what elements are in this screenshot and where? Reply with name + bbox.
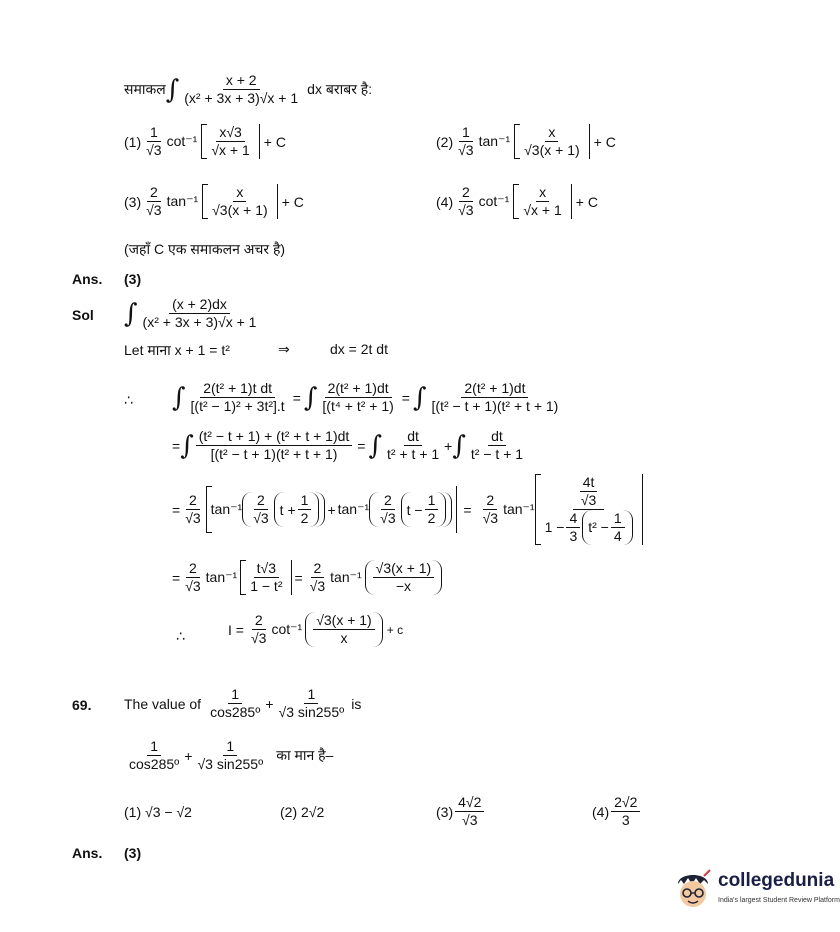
q68-option-1: (1) $\frac{1}{√3}$ cot⁻¹ $\frac{x√3}{√x + 1}$ + C <box>124 124 286 158</box>
q68-ans-value: (3) <box>124 271 142 287</box>
logo-tagline: India's largest Student Review Platform <box>718 897 840 904</box>
q68-note: (जहाँ C एक समाकलन अचर है) <box>124 241 286 257</box>
sol-substitution: Let माना x + 1 = t² <box>124 342 230 358</box>
q69-option-4: (4) $\frac{2√2}{3}$ <box>592 794 642 829</box>
q68-option-4: (4) $\frac{2}{√3}$ cot⁻¹ $\frac{x}{√x + 1}$ + C <box>436 184 598 218</box>
q68-option-3: (3) $\frac{2}{√3}$ tan⁻¹ $\frac{x}{√3(x + 1)}$ + C <box>124 184 304 218</box>
q68-question <box>124 72 372 107</box>
q68-suffix: dx बराबर है: <box>307 81 373 97</box>
sol-integral: ∫ $\frac{(x + 2)dx}{\text{(x² + 3x + 3)√x + 1}}$ <box>124 296 257 330</box>
q68-ans-label: Ans. <box>72 271 103 287</box>
sol-line-4: = $\frac{2}{√3}$ tan⁻¹ $\frac{t√3}{\text{1 − t²}}$ = $\frac{2}{√3}$ tan⁻¹ $\frac{√3(x + 1)}{-x}$ <box>172 560 442 595</box>
therefore-sign: ∴ <box>124 392 133 408</box>
q69-question: The value of $\frac{1}{\text{cos285º}}$ + $\frac{1}{\text{√3 sin255º}}$ is <box>124 686 362 720</box>
sol-line-1: ∫ $\frac{\text{2(t² + 1)t dt}}{\text{[(t² − 1)² + 3t²].t}}$ = ∫ $\frac{\text{2(t² + 1)dt}}{\text{[(t⁴ + t² + 1)}}$ = ∫ $\frac{\text{2(t² + 1)dt}}{\text{[(t² − t + 1)(t² + t + 1)}}$ <box>172 380 559 414</box>
mascot-icon <box>674 868 712 912</box>
sol-line-2: = ∫ $\frac{\text{(t² − t + 1) + (t² + t + 1)dt}}{\text{[(t² − t + 1)(t² + t + 1)}}$ = ∫ $\frac{dt}{\text{t² + t + 1}}$ + ∫ $\frac{dt}{\text{t² − t + 1}}$ <box>172 428 524 462</box>
q69-ans-label: Ans. <box>72 845 103 861</box>
sol-line-3: = $\frac{2}{√3}$ tan⁻¹ $\frac{2}{√3}$ t + $\frac{1}{2}$ + tan⁻¹ $\frac{2}{√3}$ t − $\frac{1}{2}$ = $\frac{2}{√3}$ tan⁻¹ $\frac{4t}{√3}$ 1 − $\frac{4}{3}$ t² − $\frac{1}{4}$ <box>172 474 643 545</box>
sol-final: I = $\frac{2}{√3}$ cot⁻¹ $\frac{√3(x + 1)}{x}$ + c <box>228 612 404 646</box>
q68-integrand: $\frac{x + 2}{\text{(x² + 3x + 3)√x + 1}}$ <box>184 72 299 106</box>
q69-option-3: (3) $\frac{4√2}{√3}$ <box>436 794 486 829</box>
therefore-sign-2: ∴ <box>176 628 185 644</box>
sol-label: Sol <box>72 307 94 323</box>
q69-option-2: (2) 2√2 <box>280 804 325 820</box>
integral-sign: ∫ <box>165 74 180 105</box>
q69-question-hindi: $\frac{1}{\text{cos285º}}$ + $\frac{1}{\text{√3 sin255º}}$ का मान है– <box>129 738 334 772</box>
logo-name: collegedunia <box>718 870 835 891</box>
q69-option-1: (1) √3 − √2 <box>124 804 192 820</box>
q69-number: 69. <box>72 697 92 713</box>
q68-prefix: समाकल <box>124 81 166 97</box>
implies-arrow: ⇒ <box>278 341 290 357</box>
q68-option-2: (2) $\frac{1}{√3}$ tan⁻¹ $\frac{x}{√3(x + 1)}$ + C <box>436 124 616 158</box>
q69-ans-value: (3) <box>124 845 142 861</box>
collegedunia-logo <box>672 866 840 916</box>
sol-dx: dx = 2t dt <box>330 341 388 357</box>
